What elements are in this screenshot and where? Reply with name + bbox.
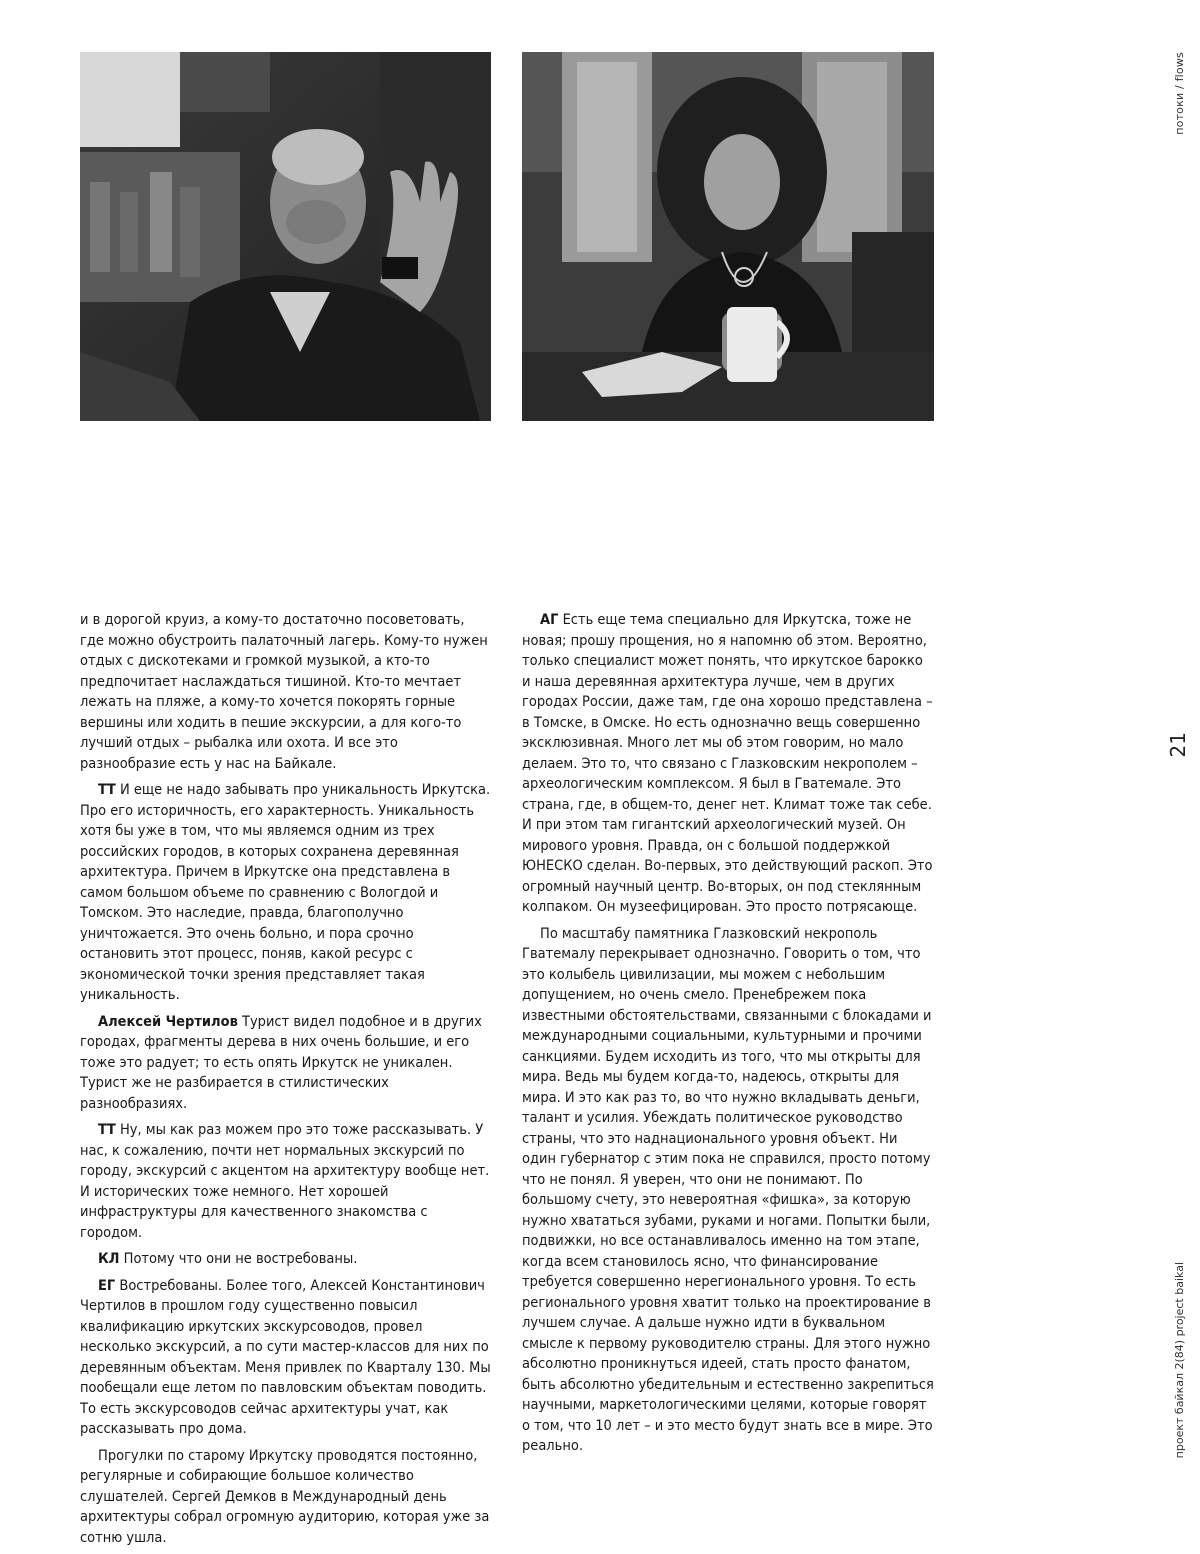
paragraph-text: Потому что они не востребованы. (119, 1251, 358, 1267)
paragraph-text: Есть еще тема специально для Иркутска, тоже не новая; прошу прощения, но я напомню об этом. Вероятно, только специалист может понять, что иркутское барокко и наша деревянная архитектура лучше, чем в других городах России, даже там, где она хорошо представлена – в Томске, в Омске. Но есть однозначно вещь совершенно эксклюзивная. Много лет мы об этом говорим, но мало делаем. Это то, что связано с Глазковским некрополем – археологическим комплексом. Я был в Гватемале. Это страна, где, в общем-то, денег нет. Климат тоже так себе. И при этом там гигантский археологический музей. Он мирового уровня. Правда, он с большой поддержкой ЮНЕСКО сделан. Во-первых, это действующий раскоп. Это огромный научный центр. Во-вторых, он под стеклянным колпаком. Он музеефицирован. Это просто потрясающе. (522, 612, 933, 915)
photo-man-image (80, 52, 491, 421)
speaker-label: АГ (540, 612, 559, 628)
left-text-column (80, 610, 492, 1554)
paragraph-text: По масштабу памятника Глазковский некрополь Гватемалу перекрывает однозначно. Говорить о том, что это колыбель цивилизации, мы можем с небольшим допущением, но очень смело. Пренебрежем пока известными обстоятельствами, связанными с блокадами и международными социальными, культурными и прочими санкциями. Будем исходить из того, что мы открыты для мира. Ведь мы будем когда-то, надеюсь, открыты для мира. И это как раз то, во что нужно вкладывать деньги, талант и усилия. Убеждать политическое руководство страны, что это наднационального уровня объект. Ни один губернатор с этим пока не справился, просто потому что не понял. Я уверен, что они не понимают. По большому счету, это невероятная «фишка», за которую нужно хвататься зубами, руками и ногами. Попытки были, подвижки, но все останавливалось именно на том этапе, когда всем становилось ясно, что финансирование требуется совершенно нерегионального уровня. То есть регионального уровня хватит только на проектирование в лучшем случае. А дальше нужно идти в буквальном смысле к первому руководителю страны. Для этого нужно абсолютно проникнуться идеей, стать просто фанатом, быть абсолютно убедительным и естественно закрепиться научными, маркетологическими целями, которые говорят о том, что 10 лет – и это место будут знать все в мире. Это реально. (522, 925, 934, 1454)
right-text-column (522, 610, 934, 1463)
paragraph-text: И еще не надо забывать про уникальность Иркутска. Про его историчность, его характерность. Уникальность хотя бы уже в том, что мы являемся одним из трех российских городов, в которых сохранена деревянная архитектура. Причем в Иркутске она представлена в самом большом объеме по сравнению с Вологдой и Томском. Это наследие, правда, благополучно уничтожается. Это очень больно, и пора срочно остановить этот процесс, поняв, какой ресурс с экономической точки зрения представляет такая уникальность. (80, 782, 491, 1003)
paragraph (80, 1249, 492, 1270)
paragraph (80, 780, 492, 1006)
paragraph (522, 610, 934, 918)
paragraph-text: Востребованы. Более того, Алексей Константинович Чертилов в прошлом году существенно повысил квалификацию иркутских экскурсоводов, провел несколько экскурсий, а по сути мастер-классов для них по деревянным объектам. Меня привлек по Кварталу 130. Мы пообещали еще летом по павловским объектам поводить. То есть экскурсоводов сейчас архитектуры учат, как рассказывать про дома. (80, 1277, 491, 1437)
paragraph (522, 924, 934, 1457)
paragraph-text: Прогулки по старому Иркутску проводятся постоянно, регулярные и собирающие большое количество слушателей. Сергей Демков в Международный день архитектуры собрал огромную аудиторию, которая уже за сотню ушла. (80, 1447, 490, 1546)
paragraph (80, 1120, 492, 1243)
paragraph-text: Турист видел подобное и в других городах, фрагменты дерева в них очень большие, и его тоже это радует; то есть опять Иркутск не уникален. Турист же не разбирается в стилистических разнообразиях. (80, 1013, 482, 1112)
page-number: 21 (1166, 732, 1190, 758)
speaker-label: Алексей Чертилов (98, 1013, 238, 1030)
photo-woman-image (522, 52, 934, 421)
paragraph (80, 610, 492, 774)
speaker-label: ТТ (98, 782, 116, 798)
speaker-label: ЕГ (98, 1277, 116, 1294)
section-label: потоки / flows (1173, 52, 1186, 135)
speaker-label: ТТ (98, 1122, 116, 1138)
paragraph-text: Ну, мы как раз можем про это тоже рассказывать. У нас, к сожалению, почти нет нормальных экскурсий по городу, экскурсий с акцентом на архитектуру вообще нет. И исторических тоже немного. Нет хорошей инфраструктуры для качественного знакомства с городом. (80, 1122, 490, 1241)
paragraph-text: и в дорогой круиз, а кому-то достаточно посоветовать, где можно обустроить палаточный лагерь. Кому-то нужен отдых с дискотеками и громкой музыкой, а кто-то предпочитает наслаждаться тишиной. Кто-то мечтает лежать на пляже, а кому-то хочется покорять горные вершины или ходить в пешие экскурсии, а для кого-то лучший отдых – рыбалка или охота. И все это разнообразие есть у нас на Байкале. (80, 612, 488, 772)
photo-woman (522, 52, 934, 421)
speaker-label: КЛ (98, 1251, 120, 1267)
issue-label: проект байкал 2(84) project baikal (1173, 1262, 1186, 1459)
paragraph (80, 1012, 492, 1115)
paragraph (80, 1276, 492, 1440)
photo-man (80, 52, 491, 421)
paragraph (80, 1446, 492, 1549)
